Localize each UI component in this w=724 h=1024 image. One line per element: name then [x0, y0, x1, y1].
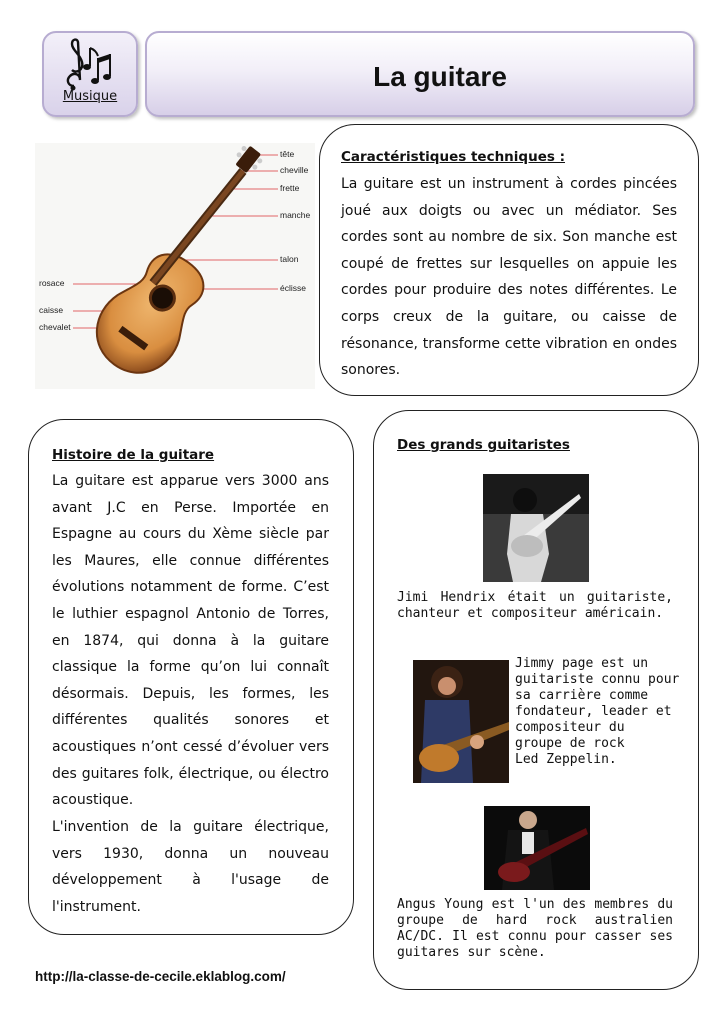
- page-line: compositeur du: [515, 720, 625, 735]
- page-line: fondateur, leader et: [515, 704, 672, 719]
- page-line: Led Zeppelin.: [515, 752, 617, 767]
- label-cheville: cheville: [280, 165, 309, 175]
- badge-label: Musique: [62, 89, 118, 104]
- guitar-diagram: [35, 143, 315, 389]
- label-tete: tête: [280, 149, 295, 159]
- page-photo: [413, 660, 509, 783]
- page-title: La guitare: [373, 61, 507, 92]
- page-line: Jimmy page est un: [515, 656, 649, 671]
- guitar-illustration: [35, 143, 315, 389]
- history-heading: Histoire de la guitare: [52, 447, 215, 463]
- tech-heading: Caractéristiques techniques :: [341, 149, 565, 165]
- music-notes-icon: [60, 36, 118, 94]
- page-text: [515, 656, 685, 768]
- tech-text: La guitare est un instrument à cordes pincées joué aux doigts ou avec un médiator. Ses cordes sont au nombre de six. Son manche est coupé de frettes sur lesquelles on appuie les cordes pour produire des notes différentes. Le corps creux de la guitare, ou caisse de résonance, transforme cette vibration en ondes sonores.: [341, 176, 677, 379]
- label-talon: talon: [280, 254, 299, 264]
- page-line: sa carrière comme: [515, 688, 649, 703]
- history-paragraph-2: L'invention de la guitare électrique, vers 1930, donna un nouveau développement à l'usage de l'instrument.: [52, 819, 329, 915]
- guitarists-heading: Des grands guitaristes: [397, 437, 570, 453]
- history-paragraph-1: La guitare est apparue vers 3000 ans avant J.C en Perse. Importée en Espagne au cours du Xème siècle par les Maures, elle connue différentes évolutions notamment de forme. C’est le luthier espagnol Antonio de Torres, en 1874, qui donna à la guitare classique la forme qu’on lui connaît désormais. Depuis, les formes, les différentes qualités sonores et acoustiques n’ont cessé d’évoluer vers des guitares folk, électrique, ou électro acoustique.: [52, 473, 329, 809]
- young-text: Angus Young est l'un des membres du groupe de hard rock australien AC/DC. Il est connu pour casser ses guitares sur scène.: [397, 897, 673, 960]
- page-line: groupe de rock: [515, 736, 625, 751]
- label-chevalet: chevalet: [39, 322, 71, 332]
- label-caisse: caisse: [39, 305, 64, 315]
- hendrix-text: Jimi Hendrix était un guitariste, chanteur et compositeur américain.: [397, 590, 673, 621]
- label-eclisse: éclisse: [280, 283, 306, 293]
- young-photo: [484, 806, 590, 890]
- label-frette: frette: [280, 183, 300, 193]
- title-bar: [145, 31, 695, 117]
- label-manche: manche: [280, 210, 311, 220]
- hendrix-photo: [483, 474, 589, 582]
- page-line: guitariste connu pour: [515, 672, 680, 687]
- footer-link[interactable]: http://la-classe-de-cecile.eklablog.com/: [35, 969, 286, 984]
- subject-badge: [42, 31, 138, 117]
- label-rosace: rosace: [39, 278, 65, 288]
